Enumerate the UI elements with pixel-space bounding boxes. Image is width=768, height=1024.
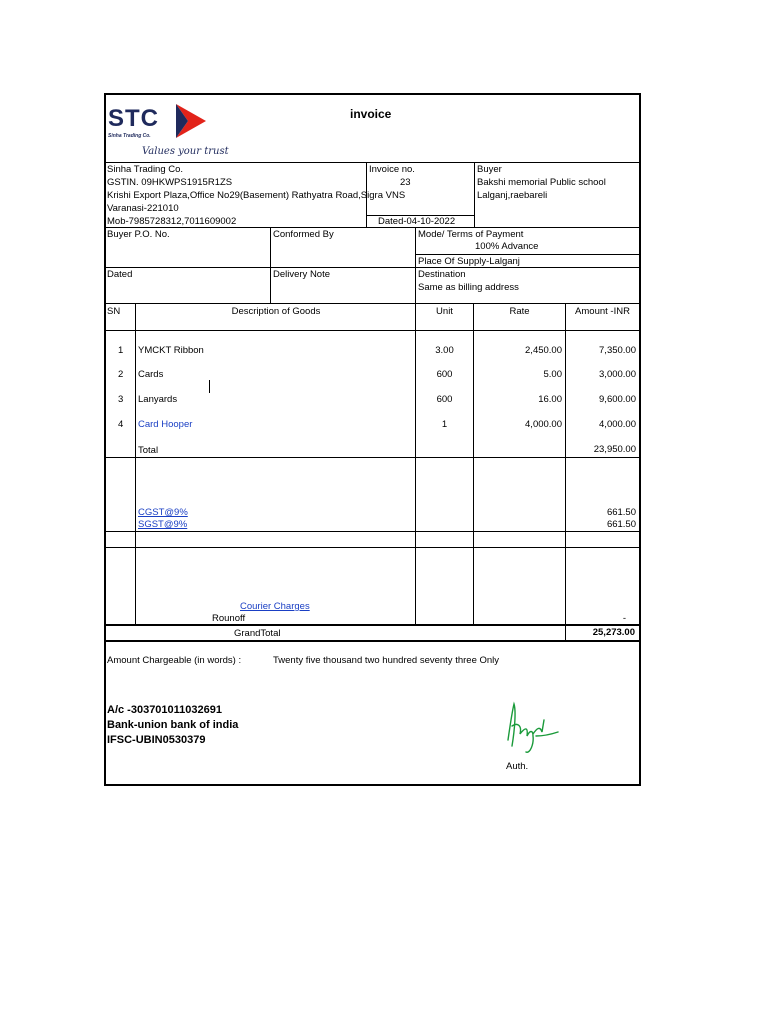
auth-label: Auth. bbox=[506, 761, 529, 772]
row-sn: 4 bbox=[118, 419, 124, 430]
invoice-no-label: Invoice no. bbox=[369, 164, 415, 175]
amount-words-value: Twenty five thousand two hundred seventy three Only bbox=[273, 655, 500, 666]
signature-icon bbox=[500, 696, 562, 758]
border-right bbox=[639, 93, 641, 785]
hline-after-total bbox=[104, 457, 640, 458]
buyer-label: Buyer bbox=[477, 164, 502, 175]
buyer-po-label: Buyer P.O. No. bbox=[107, 229, 170, 240]
conformed-by-label: Conformed By bbox=[273, 229, 334, 240]
total-label: Total bbox=[138, 445, 159, 456]
row-unit: 600 bbox=[436, 394, 453, 405]
hline-table-header bbox=[104, 330, 640, 331]
bank-account: A/c -303701011032691 bbox=[107, 704, 222, 716]
seller-address-2: Varanasi-221010 bbox=[107, 203, 179, 214]
seller-name: Sinha Trading Co. bbox=[107, 164, 184, 175]
vline-meta-2 bbox=[415, 227, 416, 303]
cgst-link[interactable]: CGST@9% bbox=[138, 507, 188, 518]
hline-after-tax bbox=[104, 531, 640, 532]
buyer-address: Lalganj,raebareli bbox=[477, 190, 548, 201]
seller-address-1: Krishi Export Plaza,Office No29(Basement) Rathyatra Road,Sigra VNS bbox=[107, 190, 406, 201]
invoice-dated: Dated-04-10-2022 bbox=[378, 216, 456, 227]
total-value: 23,950.00 bbox=[593, 444, 636, 455]
sgst-link[interactable]: SGST@9% bbox=[138, 519, 188, 530]
header-rate: Rate bbox=[509, 306, 530, 317]
hline-after-blank bbox=[104, 547, 640, 548]
hline-grand-top bbox=[104, 624, 640, 626]
dated-label: Dated bbox=[107, 269, 133, 280]
grand-total-value: 25,273.00 bbox=[592, 627, 635, 638]
row-rate: 16.00 bbox=[538, 394, 562, 405]
row-sn: 1 bbox=[118, 345, 124, 356]
row-amount: 7,350.00 bbox=[599, 345, 636, 356]
vline-sn bbox=[135, 303, 136, 625]
hline-info-top bbox=[104, 162, 640, 163]
grand-total-label: GrandTotal bbox=[234, 628, 281, 639]
row-description: YMCKT Ribbon bbox=[138, 345, 204, 356]
roundoff-value: - bbox=[622, 613, 626, 624]
logo-tagline: Values your trust bbox=[142, 146, 229, 157]
row-unit: 600 bbox=[436, 369, 453, 380]
row-description: Cards bbox=[138, 369, 164, 380]
vline-meta-1 bbox=[270, 227, 271, 303]
row-sn: 2 bbox=[118, 369, 124, 380]
border-bottom bbox=[104, 784, 641, 786]
row-description: Lanyards bbox=[138, 394, 178, 405]
logo-subtitle: Sinha Trading Co. bbox=[108, 133, 151, 139]
row-description[interactable]: Card Hooper bbox=[138, 419, 193, 430]
header-sn: SN bbox=[107, 306, 121, 317]
logo-text: STC bbox=[108, 105, 159, 132]
vline-invoice-right bbox=[474, 162, 475, 227]
courier-charges-link[interactable]: Courier Charges bbox=[240, 601, 310, 612]
header-description: Description of Goods bbox=[231, 306, 321, 317]
hline-place-supply bbox=[415, 254, 640, 255]
hline-grand-bottom bbox=[104, 640, 640, 642]
hline-info-bottom bbox=[104, 227, 640, 228]
payment-terms-label: Mode/ Terms of Payment bbox=[418, 229, 524, 240]
bank-name: Bank-union bank of india bbox=[107, 719, 239, 731]
place-of-supply: Place Of Supply-Lalganj bbox=[418, 256, 520, 267]
row-unit: 3.00 bbox=[435, 345, 454, 356]
buyer-name: Bakshi memorial Public school bbox=[477, 177, 606, 188]
amount-words-label: Amount Chargeable (in words) : bbox=[107, 655, 242, 666]
row-unit: 1 bbox=[441, 419, 448, 430]
header-amount: Amount -INR bbox=[575, 306, 630, 317]
seller-mobile: Mob-7985728312,7011609002 bbox=[107, 216, 237, 227]
cgst-value: 661.50 bbox=[606, 507, 636, 518]
hline-meta-middle bbox=[104, 267, 640, 268]
hline-meta-bottom bbox=[104, 303, 640, 304]
border-left bbox=[104, 93, 106, 785]
invoice-number: 23 bbox=[400, 177, 411, 188]
invoice-title: invoice bbox=[350, 107, 392, 121]
text-cursor bbox=[209, 380, 210, 393]
seller-gstin: GSTIN. 09HKWPS1915R1ZS bbox=[107, 177, 233, 188]
roundoff-label: Rounoff bbox=[212, 613, 246, 624]
header-unit: Unit bbox=[436, 306, 453, 317]
delivery-note-label: Delivery Note bbox=[273, 269, 331, 280]
row-amount: 4,000.00 bbox=[599, 419, 636, 430]
destination-value: Same as billing address bbox=[418, 282, 519, 293]
row-rate: 4,000.00 bbox=[525, 419, 562, 430]
row-rate: 2,450.00 bbox=[525, 345, 562, 356]
payment-terms-value: 100% Advance bbox=[475, 241, 539, 252]
destination-label: Destination bbox=[418, 269, 466, 280]
row-sn: 3 bbox=[118, 394, 124, 405]
border-top bbox=[104, 93, 641, 95]
row-amount: 3,000.00 bbox=[599, 369, 636, 380]
bank-ifsc: IFSC-UBIN0530379 bbox=[107, 734, 206, 746]
company-logo bbox=[108, 100, 268, 160]
row-amount: 9,600.00 bbox=[599, 394, 636, 405]
row-rate: 5.00 bbox=[543, 369, 562, 380]
sgst-value: 661.50 bbox=[606, 519, 636, 530]
logo-arrow-icon bbox=[170, 102, 210, 140]
